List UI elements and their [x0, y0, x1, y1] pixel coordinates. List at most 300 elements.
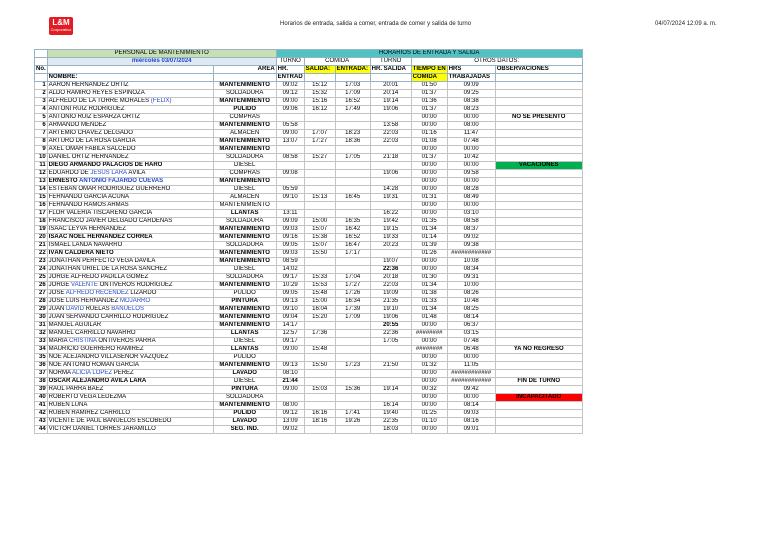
hr-entrada-cell: 09:12 [276, 90, 304, 98]
table-row [35, 354, 583, 362]
salida-comida-cell: 15:00 [304, 298, 335, 306]
table-row [35, 290, 583, 298]
employee-name: ISMAEL LANDA NAVARRO [47, 242, 213, 250]
row-number: 20 [35, 234, 48, 242]
hrs-trabajadas-cell: 08:16 [447, 418, 495, 426]
employee-name-part: RUELAS [83, 306, 112, 312]
salida-comida-cell: 15:16 [304, 98, 335, 106]
observaciones-cell [495, 194, 582, 202]
hr-entrada-cell: 09:17 [276, 338, 304, 346]
salida-comida-cell [304, 370, 335, 378]
entrada-comida-cell: 17:17 [335, 250, 370, 258]
salida-comida-cell [304, 178, 335, 186]
comida-header: COMIDA [304, 58, 370, 66]
hr-entrada-cell: 09:08 [276, 170, 304, 178]
hr-entrada-cell [276, 354, 304, 362]
employee-name: JUAN SERVANDO CARRILLO RODRÍGUEZ [47, 314, 213, 322]
tiempo-comida-cell: 00:00 [411, 114, 447, 122]
hr-entrada-cell: 09:03 [276, 250, 304, 258]
employee-name [47, 306, 213, 314]
nombre-header: NOMBRE: [47, 74, 213, 82]
observaciones-cell: YA NO REGRESÓ [495, 346, 582, 354]
personal-header: PERSONAL DE MANTENIMIENTO [47, 50, 276, 58]
observaciones-cell: FIN DE TURNO [495, 378, 582, 386]
employee-name: FERNANDO GARCIA ACUÑA [47, 194, 213, 202]
hr-salida-cell [370, 250, 411, 258]
entrada-comida-cell [335, 370, 370, 378]
observaciones-cell [495, 362, 582, 370]
area-cell: PULIDO [213, 106, 276, 114]
employee-name-part: ALICIA LÓPEZ [72, 370, 113, 376]
entrada-comida-cell [335, 426, 370, 434]
entrada-comida-cell [335, 346, 370, 354]
observaciones-cell [495, 258, 582, 266]
table-row [35, 138, 583, 146]
observaciones-cell [495, 330, 582, 338]
hrs-trabajadas-cell: 10:00 [447, 282, 495, 290]
employee-name-part: NORMA [48, 370, 73, 376]
area-cell: SOLDADURA [213, 90, 276, 98]
area-cell: PINTURA [213, 386, 276, 394]
entrada-comida-cell: 17:41 [335, 410, 370, 418]
employee-name: AXEL OMAR FABILA SALCEDO [47, 146, 213, 154]
salida-comida-cell [304, 378, 335, 386]
row-number: 41 [35, 402, 48, 410]
observaciones-cell [495, 106, 582, 114]
salida-comida-cell [304, 426, 335, 434]
row-number: 28 [35, 298, 48, 306]
row-number: 37 [35, 370, 48, 378]
table-row [35, 186, 583, 194]
tiempo-comida-cell: 00:00 [411, 162, 447, 170]
hr-salida-cell: 14:28 [370, 186, 411, 194]
hrs-trabajadas-cell: 00:00 [447, 202, 495, 210]
area-cell: ALMACEN [213, 194, 276, 202]
employee-name-part: ANTONIO FAJARDO CUEVAS [77, 178, 164, 184]
salida-comida-cell: 15:27 [304, 154, 335, 162]
observaciones-cell [495, 314, 582, 322]
hr-entrada-cell: 09:06 [276, 106, 304, 114]
salida-header: SALIDA: [304, 66, 335, 74]
area-cell: MANTENIMIENTO [213, 234, 276, 242]
tiempo-comida-cell: 01:39 [411, 242, 447, 250]
entrada-comida-cell [335, 122, 370, 130]
hr-entrada-cell [276, 114, 304, 122]
employee-name: FRANCISCO JAVIER DELGADO CÁRDENAS [47, 218, 213, 226]
employee-name-part: JOSÉ [48, 290, 66, 296]
area-cell: SOLDADURA [213, 242, 276, 250]
table-row [35, 266, 583, 274]
page-header-title: Horarios de entrada, salida a comer, entrada de comer y salida de turno [280, 21, 472, 27]
salida-comida-cell: 15:12 [304, 82, 335, 90]
entrada-comida-cell: 16:45 [335, 194, 370, 202]
observaciones-cell [495, 282, 582, 290]
table-row [35, 306, 583, 314]
area-cell: LLANTAS [213, 330, 276, 338]
hrs-trabajadas-cell: 00:00 [447, 178, 495, 186]
table-row [35, 298, 583, 306]
observaciones-cell [495, 426, 582, 434]
hr-entrada-cell: 09:05 [276, 290, 304, 298]
hr-entrada-cell: 09:02 [276, 82, 304, 90]
entrada-comida-cell: 16:47 [335, 242, 370, 250]
employee-name: MAURICIO GUERRERO RAMÍREZ [47, 346, 213, 354]
observaciones-cell [495, 130, 582, 138]
hrs-trabajadas-cell: 09:38 [447, 242, 495, 250]
salida-comida-cell: 15:32 [304, 90, 335, 98]
salida-comida-cell [304, 210, 335, 218]
observaciones-cell [495, 234, 582, 242]
employee-name-part: ERNESTO [48, 178, 78, 184]
hr-salida-cell: 19:15 [370, 226, 411, 234]
hrs-trabajadas-cell: ############ [447, 250, 495, 258]
area-cell: SOLDADURA [213, 274, 276, 282]
hr-salida-cell: 19:14 [370, 386, 411, 394]
table-row [35, 218, 583, 226]
table-row [35, 282, 583, 290]
row-number: 34 [35, 346, 48, 354]
observaciones-cell: VACACIONES [495, 162, 582, 170]
hr-salida-cell: 20:55 [370, 322, 411, 330]
entrada-comida-cell [335, 210, 370, 218]
tiempo-comida-cell: 00:00 [411, 370, 447, 378]
tiempo-comida-cell: 01:50 [411, 82, 447, 90]
salida-comida-cell: 15:48 [304, 290, 335, 298]
observaciones-cell [495, 186, 582, 194]
hr-entrada-cell: 09:16 [276, 234, 304, 242]
row-number: 24 [35, 266, 48, 274]
no-header: No. [36, 66, 46, 72]
hr-salida-cell: 19:40 [370, 410, 411, 418]
row-number: 19 [35, 226, 48, 234]
hr-entrada-cell: 09:04 [276, 314, 304, 322]
entrada-comida-cell [335, 162, 370, 170]
tiempo-header: TIEMPO EN [412, 66, 446, 72]
area-cell: MANTENIMIENTO [213, 122, 276, 130]
entrada-comida-cell [335, 170, 370, 178]
table-row [35, 106, 583, 114]
tiempo-comida-cell: 01:25 [411, 410, 447, 418]
entrada-comida-cell [335, 330, 370, 338]
row-number: 40 [35, 394, 48, 402]
employee-name-part: ALFREDO DE LA TORRE MORALES [48, 98, 151, 104]
employee-name: DIEGO ARMANDO PALACIOS DE HARO [47, 162, 213, 170]
tiempo-comida-cell: 00:00 [411, 178, 447, 186]
employee-name: ROBERTO VEGA LEDEZMA [47, 394, 213, 402]
row-number: 38 [35, 378, 48, 386]
employee-name: ISAAC LEYVA HERNÁNDEZ [47, 226, 213, 234]
observaciones-cell [495, 322, 582, 330]
observaciones-cell [495, 354, 582, 362]
salida-comida-cell [304, 354, 335, 362]
employee-name [47, 298, 213, 306]
salida-comida-cell [304, 146, 335, 154]
tiempo-comida-cell: 00:00 [411, 202, 447, 210]
hr-salida-cell: 22:03 [370, 130, 411, 138]
logo-subtext: Corporativo [50, 27, 72, 32]
area-cell: MANTENIMIENTO [213, 226, 276, 234]
area-cell: SOLDADURA [213, 394, 276, 402]
observaciones-cell [495, 266, 582, 274]
tiempo-comida-cell: 01:16 [411, 130, 447, 138]
employee-name: IVÁN CALDERA NIETO [47, 250, 213, 258]
row-number: 26 [35, 282, 48, 290]
row-number: 13 [35, 178, 48, 186]
hr-entrada-cell: 09:02 [276, 426, 304, 434]
hr-entrada-cell: 09:00 [276, 130, 304, 138]
area-cell: LLANTAS [213, 210, 276, 218]
hr-salida-cell [370, 370, 411, 378]
employee-name: ANTONIO RUIZ ESPARZA ORTIZ [47, 114, 213, 122]
tiempo-comida-cell: 01:10 [411, 418, 447, 426]
employee-name: JONATHAN URIEL DE LA ROSA SANCHEZ [47, 266, 213, 274]
row-number: 10 [35, 154, 48, 162]
hrs-trabajadas-cell: 03:15 [447, 330, 495, 338]
table-row [35, 346, 583, 354]
salida-comida-cell: 15:33 [304, 274, 335, 282]
row-number: 16 [35, 202, 48, 210]
hr-entrada-cell: 08:00 [276, 402, 304, 410]
salida-comida-cell [304, 202, 335, 210]
area-cell: MANTENIMIENTO [213, 82, 276, 90]
hr-salida-cell [370, 202, 411, 210]
hr-entrada-cell: 09:05 [276, 242, 304, 250]
entrada-comida-cell [335, 258, 370, 266]
row-number: 36 [35, 362, 48, 370]
area-cell: MANTENIMIENTO [213, 322, 276, 330]
table-row [35, 378, 583, 386]
hr-header: HR. [276, 66, 304, 74]
hr-salida-cell: 20:01 [370, 82, 411, 90]
entrada-comida-cell: 19:26 [335, 418, 370, 426]
hr-entrada-cell: 13:11 [276, 210, 304, 218]
employee-name: FERNANDO RAMOS ARMAS [47, 202, 213, 210]
hr-entrada-cell [276, 146, 304, 154]
hr-entrada-cell: 08:10 [276, 370, 304, 378]
turno2-header: TURNO [370, 58, 411, 66]
entrada-comida-cell: 17:09 [335, 314, 370, 322]
row-number: 7 [35, 130, 48, 138]
employee-name: RAÚL PARRA BÁEZ [47, 386, 213, 394]
entrada-comida-cell [335, 146, 370, 154]
table-row [35, 130, 583, 138]
hr-entrada-cell: 08:58 [276, 154, 304, 162]
salida-comida-cell [304, 258, 335, 266]
area-cell: LAVADO [213, 370, 276, 378]
table-row [35, 146, 583, 154]
row-number: 23 [35, 258, 48, 266]
employee-name: RUBÉN RAMÍREZ CARRILLO [47, 410, 213, 418]
entrada-comida-cell: 17:03 [335, 82, 370, 90]
observaciones-cell [495, 386, 582, 394]
employee-name: VÍCTOR DANIEL TORRES JARAMILLO [47, 426, 213, 434]
hr-entrada-cell: 10:29 [276, 282, 304, 290]
observaciones-cell [495, 410, 582, 418]
row-number: 25 [35, 274, 48, 282]
hrs-trabajadas-cell: 09:02 [447, 234, 495, 242]
tiempo-comida-cell: 01:34 [411, 306, 447, 314]
hrs-trabajadas-cell: 08:38 [447, 98, 495, 106]
hr-salida-cell: 19:42 [370, 218, 411, 226]
entrada-comida-cell: 18:36 [335, 138, 370, 146]
table-row [35, 362, 583, 370]
hrs-trabajadas-cell: 10:08 [447, 258, 495, 266]
hr-salida-cell: 19:33 [370, 234, 411, 242]
observaciones-cell [495, 82, 582, 90]
hr-entrada-cell: 13:07 [276, 138, 304, 146]
area-cell: MANTENIMIENTO [213, 258, 276, 266]
employee-name-part: ONTIVEROS PARRA [96, 338, 156, 344]
salida-comida-cell: 15:38 [304, 234, 335, 242]
tiempo-comida-cell: 01:37 [411, 90, 447, 98]
employee-name: VICENTE DE PAUL BAÑUELOS ESCOBEDO [47, 418, 213, 426]
employee-name [47, 178, 213, 186]
entrada-comida-cell: 17:27 [335, 282, 370, 290]
hrs-trabajadas-cell: 00:00 [447, 162, 495, 170]
salida-comida-cell: 15:07 [304, 242, 335, 250]
employee-name: MANUEL AGUILAR [47, 322, 213, 330]
employee-name: AARÓN HERNANDEZ ORTIZ [47, 82, 213, 90]
employee-name: JONATHAN PERFECTO VEGA DAVILA [47, 258, 213, 266]
tiempo-comida-cell: 01:33 [411, 298, 447, 306]
tiempo-comida-cell: 00:00 [411, 170, 447, 178]
hr-entrada-cell [276, 394, 304, 402]
observaciones-cell [495, 122, 582, 130]
tiempo-comida-cell: 01:34 [411, 226, 447, 234]
hr-entrada-cell: 08:59 [276, 258, 304, 266]
salida-comida-cell: 18:16 [304, 418, 335, 426]
observaciones-cell [495, 138, 582, 146]
employee-name [47, 338, 213, 346]
entrada-comida-cell: 17:09 [335, 90, 370, 98]
tiempo-comida-cell: 00:00 [411, 186, 447, 194]
row-number: 9 [35, 146, 48, 154]
salida-comida-cell [304, 338, 335, 346]
area-cell: MANTENIMIENTO [213, 138, 276, 146]
area-cell: DIESEL [213, 338, 276, 346]
hrs-trabajadas-cell: 09:01 [447, 426, 495, 434]
area-cell: MANTENIMIENTO [213, 178, 276, 186]
table-row [35, 418, 583, 426]
table-row [35, 194, 583, 202]
hrs-trabajadas-cell: 11:05 [447, 362, 495, 370]
salida-comida-cell: 15:13 [304, 194, 335, 202]
area-cell: PINTURA [213, 298, 276, 306]
hrs-trabajadas-cell: 08:25 [447, 306, 495, 314]
tiempo-comida-cell: 00:32 [411, 386, 447, 394]
employee-name: RUBÉN LUNA [47, 402, 213, 410]
hr-salida-cell: 20:18 [370, 274, 411, 282]
observaciones-cell [495, 98, 582, 106]
hr-salida-cell: 19:10 [370, 306, 411, 314]
hr-entrada-cell: 09:03 [276, 226, 304, 234]
area-cell: SOLDADURA [213, 218, 276, 226]
employee-name-part: MOJARRO [120, 298, 151, 304]
salida-comida-cell [304, 170, 335, 178]
hr-entrada-cell: 09:00 [276, 386, 304, 394]
hrs-trabajadas-cell: 11:47 [447, 130, 495, 138]
salida-comida-cell: 17:27 [304, 138, 335, 146]
tiempo-comida-cell: 01:08 [411, 138, 447, 146]
entrada-comida-cell [335, 322, 370, 330]
employee-name: NOÉ ANTONIO ROMÁN GARCÍA [47, 362, 213, 370]
tiempo-comida-cell: 01:35 [411, 218, 447, 226]
area-cell: DIESEL [213, 266, 276, 274]
entrada-comida-cell: 17:39 [335, 306, 370, 314]
hr-salida-cell: 22:36 [370, 266, 411, 274]
comida-subheader: COMIDA [411, 74, 447, 82]
hrs-trabajadas-cell: 07:48 [447, 138, 495, 146]
hr-salida-cell: 18:03 [370, 426, 411, 434]
hr-salida-cell: 17:05 [370, 338, 411, 346]
observaciones-cell [495, 202, 582, 210]
hrs-trabajadas-cell: 08:37 [447, 226, 495, 234]
entrada-comida-cell: 16:52 [335, 98, 370, 106]
header-row-3 [35, 66, 583, 74]
employee-name [47, 282, 213, 290]
row-number: 12 [35, 170, 48, 178]
hr-salida-cell: 20:14 [370, 90, 411, 98]
observaciones-header: OBSERVACIONES [495, 66, 582, 74]
entrada-comida-cell: 16:34 [335, 298, 370, 306]
salida-comida-cell: 17:36 [304, 330, 335, 338]
tiempo-comida-cell: 00:00 [411, 266, 447, 274]
area-cell: MANTENIMIENTO [213, 282, 276, 290]
tiempo-comida-cell: ######## [411, 346, 447, 354]
row-number: 42 [35, 410, 48, 418]
hrs-header: HRS [447, 66, 495, 74]
table-row [35, 114, 583, 122]
table-row [35, 170, 583, 178]
salida-comida-cell [304, 162, 335, 170]
salida-comida-cell [304, 186, 335, 194]
table-row [35, 210, 583, 218]
hr-entrada-cell: 12:57 [276, 330, 304, 338]
entrada-comida-cell: 16:35 [335, 218, 370, 226]
hrs-trabajadas-cell: 09:25 [447, 90, 495, 98]
entrada-comida-cell: 17:49 [335, 106, 370, 114]
tiempo-comida-cell: 01:48 [411, 314, 447, 322]
row-number: 27 [35, 290, 48, 298]
hrs-trabajadas-cell: 09:09 [447, 82, 495, 90]
row-number: 2 [35, 90, 48, 98]
hr-entrada-cell [276, 178, 304, 186]
hr-entrada-cell: 13:09 [276, 418, 304, 426]
hrs-trabajadas-cell: 08:49 [447, 194, 495, 202]
hr-salida-cell: 22:36 [370, 330, 411, 338]
hrs-trabajadas-cell: 00:00 [447, 146, 495, 154]
employee-name: ANTONI RUÍZ RODRIGUEZ [47, 106, 213, 114]
page-header-datetime: 04/07/2024 12:09 a. m. [655, 21, 717, 27]
observaciones-cell [495, 218, 582, 226]
row-number: 39 [35, 386, 48, 394]
area-cell: MANTENIMIENTO [213, 98, 276, 106]
observaciones-cell [495, 402, 582, 410]
area-cell: MANTENIMIENTO [213, 146, 276, 154]
employee-name-part: CRISTINA [69, 338, 97, 344]
row-number: 1 [35, 82, 48, 90]
observaciones-cell [495, 178, 582, 186]
header-row-4 [35, 74, 583, 82]
employee-name-part: ALFREDO RECENDEZ [65, 290, 129, 296]
entrada-comida-cell [335, 378, 370, 386]
area-cell: ALMACÉN [213, 130, 276, 138]
area-cell: COMPRAS [213, 170, 276, 178]
area-header: AREA [213, 66, 276, 74]
hr-salida-cell [370, 114, 411, 122]
employee-name-part: PEREZ [112, 370, 134, 376]
observaciones-cell [495, 338, 582, 346]
